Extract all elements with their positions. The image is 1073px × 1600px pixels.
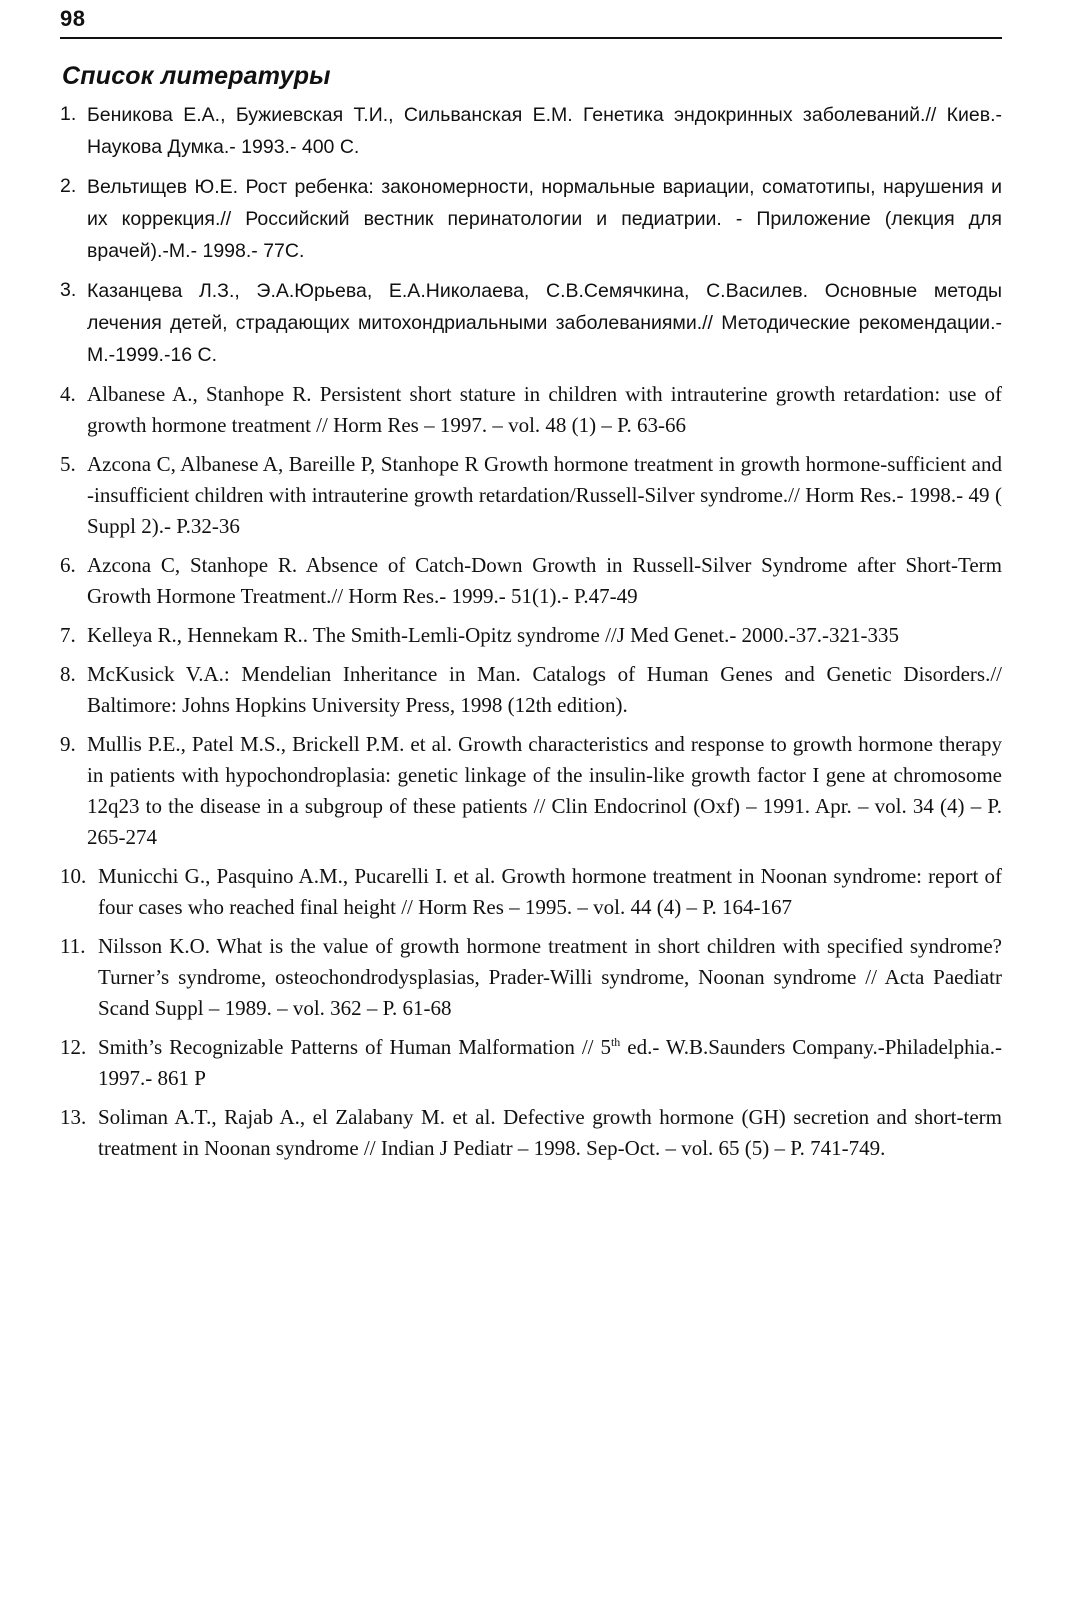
reference-item-12 xyxy=(60,1032,1002,1094)
reference-number: 12. xyxy=(60,1035,87,1059)
reference-text: McKusick V.A.: Mendelian Inheritance in Man. Catalogs of Human Genes and Genetic Disorders.// Baltimore: Johns Hopkins University Press, 1998 (12th edition). xyxy=(87,662,1002,717)
reference-item-7 xyxy=(60,620,1002,651)
reference-text: Вельтищев Ю.Е. Рост ребенка: закономерности, нормальные вариации, соматотипы, нарушения и их коррекция.// Российский вестник перинатологии и педиатрии. - Приложение (лекция для врачей).-М.- 1998.- 77С. xyxy=(87,176,1002,262)
reference-item-10 xyxy=(60,861,1002,923)
reference-number: 3. xyxy=(60,279,77,301)
reference-text-part: Smith’s Recognizable Patterns of Human Malformation // 5 xyxy=(98,1035,611,1059)
reference-text xyxy=(98,1035,1002,1090)
reference-number: 1. xyxy=(60,103,77,125)
reference-text: Albanese A., Stanhope R. Persistent short stature in children with intrauterine growth retardation: use of growth hormone treatment // Horm Res – 1997. – vol. 48 (1) – P. 63-66 xyxy=(87,382,1002,437)
reference-item-1 xyxy=(60,99,1002,163)
reference-text: Nilsson K.O. What is the value of growth hormone treatment in short children with specified syndrome? Turner’s syndrome, osteochondrodysplasias, Prader-Willi syndrome, Noonan syndrome // Acta Paediatr Scand Suppl – 1989. – vol. 362 – P. 61-68 xyxy=(98,934,1002,1020)
reference-text: Azcona C, Albanese A, Bareille P, Stanhope R Growth hormone treatment in growth hormone-sufficient and -insufficient children with intrauterine growth retardation/Russell-Silver syndrome.// Horm Res.- 1998.- 49 ( Suppl 2).- P.32-36 xyxy=(87,452,1002,538)
reference-item-13 xyxy=(60,1102,1002,1164)
reference-number: 7. xyxy=(60,623,76,647)
reference-item-6 xyxy=(60,550,1002,612)
reference-number: 11. xyxy=(60,934,86,958)
reference-item-5 xyxy=(60,449,1002,542)
reference-number: 2. xyxy=(60,175,77,197)
page-number: 98 xyxy=(60,6,86,31)
reference-text: Soliman A.T., Rajab A., el Zalabany M. et al. Defective growth hormone (GH) secretion and short-term treatment in Noonan syndrome // Indian J Pediatr – 1998. Sep-Oct. – vol. 65 (5) – P. 741-749. xyxy=(98,1105,1002,1160)
reference-text: Kelleya R., Hennekam R.. The Smith-Lemli-Opitz syndrome //J Med Genet.- 2000.-37.-321-335 xyxy=(87,623,900,647)
reference-item-11 xyxy=(60,931,1002,1024)
reference-item-3 xyxy=(60,275,1002,371)
reference-number: 6. xyxy=(60,553,76,577)
reference-item-4 xyxy=(60,379,1002,441)
reference-list xyxy=(60,99,1002,1172)
header-rule xyxy=(60,37,1002,39)
reference-item-9 xyxy=(60,729,1002,853)
reference-number: 8. xyxy=(60,662,76,686)
superscript-ordinal: th xyxy=(610,1035,621,1049)
section-title: Список литературы xyxy=(62,62,331,90)
reference-item-2 xyxy=(60,171,1002,267)
reference-text: Mullis P.E., Patel M.S., Brickell P.M. et al. Growth characteristics and response to growth hormone therapy in patients with hypochondroplasia: genetic linkage of the insulin-like growth factor I gene at chromosome 12q23 to the disease in a subgroup of these patients // Clin Endocrinol (Oxf) – 1991. Apr. – vol. 34 (4) – P. 265-274 xyxy=(87,732,1002,849)
reference-number: 9. xyxy=(60,732,76,756)
reference-text-part: ed.- W.B.Saunders Company.-Philadelphia.- 1997.- 861 P xyxy=(98,1035,1003,1090)
reference-number: 5. xyxy=(60,452,76,476)
reference-number: 4. xyxy=(60,382,76,406)
reference-number: 13. xyxy=(60,1105,87,1129)
reference-text: Казанцева Л.З., Э.А.Юрьева, Е.А.Николаева, С.В.Семячкина, С.Василев. Основные методы лечения детей, страдающих митохондриальными заболеваниями.// Методические рекомендации.- М.-1999.-16 С. xyxy=(87,280,1002,366)
reference-text: Municchi G., Pasquino A.M., Pucarelli I. et al. Growth hormone treatment in Noonan syndrome: report of four cases who reached final height // Horm Res – 1995. – vol. 44 (4) – P. 164-167 xyxy=(98,864,1002,919)
reference-number: 10. xyxy=(60,864,87,888)
reference-text: Беникова Е.А., Бужиевская Т.И., Сильванская Е.М. Генетика эндокринных заболеваний.// Киев.- Наукова Думка.- 1993.- 400 С. xyxy=(87,104,1002,158)
reference-text: Azcona C, Stanhope R. Absence of Catch-Down Growth in Russell-Silver Syndrome after Short-Term Growth Hormone Treatment.// Horm Res.- 1999.- 51(1).- P.47-49 xyxy=(87,553,1002,608)
reference-item-8 xyxy=(60,659,1002,721)
